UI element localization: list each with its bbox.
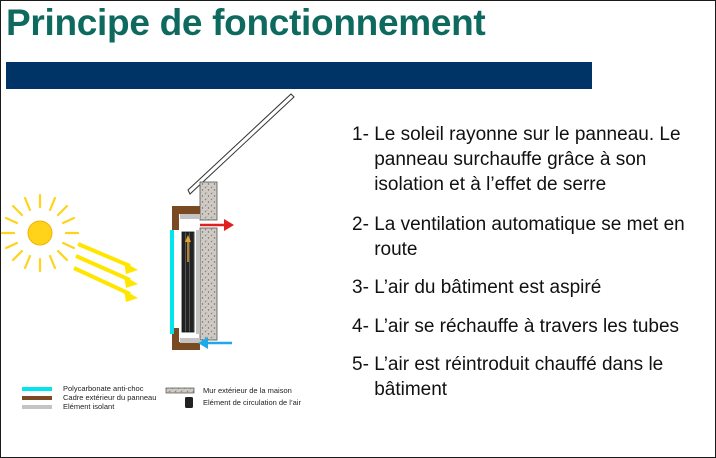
legend-swatch-polycarbonate xyxy=(22,387,52,391)
legend-swatch-wall xyxy=(166,388,194,393)
insulation-layer xyxy=(196,230,200,334)
step-item xyxy=(352,314,714,339)
step-item xyxy=(352,275,714,300)
legend-swatch-frame xyxy=(22,396,52,400)
solar-panel-diagram xyxy=(0,92,350,432)
legend-label-polycarbonate: Polycarbonate anti-choc xyxy=(63,384,144,393)
step-text: L’air se réchauffe à travers les tubes xyxy=(374,316,680,337)
legend-label-circulation: Elément de circulation de l’air xyxy=(203,398,301,407)
legend-label-insulation: Elément isolant xyxy=(63,402,115,411)
step-number: 3- xyxy=(352,277,369,298)
step-number: 1- xyxy=(352,124,369,145)
legend-swatch-circulation xyxy=(185,397,193,408)
roof-line xyxy=(188,94,294,194)
step-text: L’air est réintroduit chauffé dans le bâtiment xyxy=(374,354,664,400)
legend-label-wall: Mur extérieur de la maison xyxy=(203,386,292,395)
step-item xyxy=(352,352,714,402)
legend-label-frame: Cadre extérieur du panneau xyxy=(63,393,157,402)
step-number: 4- xyxy=(352,316,369,337)
polycarbonate-sheet xyxy=(170,230,174,334)
step-text: Le soleil rayonne sur le panneau. Le panneau surchauffe grâce à son isolation et à l’effet de serre xyxy=(374,124,681,195)
exterior-wall xyxy=(200,182,217,220)
exterior-wall xyxy=(200,228,217,340)
page-title: Principe de fonctionnement xyxy=(6,2,486,43)
title-underline-bar xyxy=(6,62,592,89)
step-text: L’air du bâtiment est aspiré xyxy=(374,277,602,298)
sun-icon xyxy=(2,195,78,271)
legend-swatch-insulation xyxy=(22,405,52,409)
solar-rays-icon xyxy=(74,244,138,302)
step-item xyxy=(352,212,714,262)
steps-list xyxy=(352,122,714,402)
step-text: La ventilation automatique se met en route xyxy=(374,214,685,260)
step-number: 2- xyxy=(352,214,369,235)
step-number: 5- xyxy=(352,354,369,375)
step-item xyxy=(352,122,714,197)
